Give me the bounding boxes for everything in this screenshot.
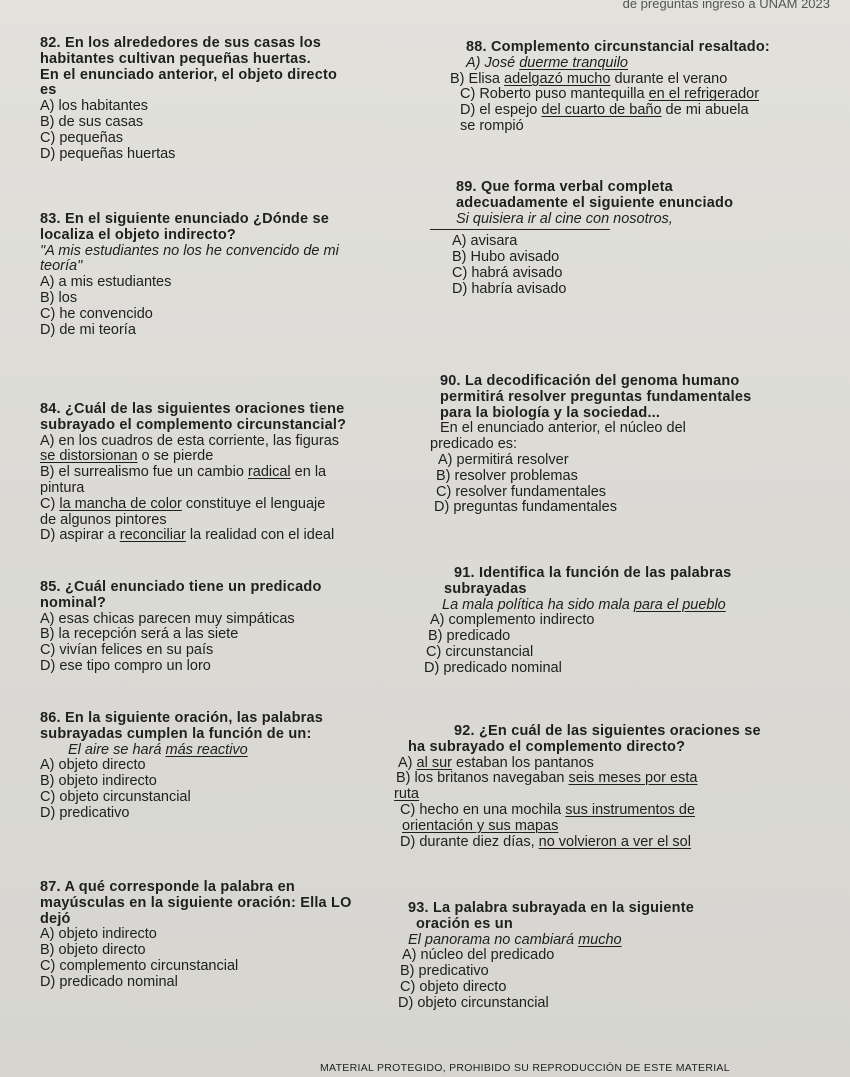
underlined-text: del cuarto de baño (541, 102, 662, 119)
option-b: B) los (40, 289, 78, 306)
option-d (40, 528, 410, 544)
option-d (460, 103, 840, 119)
question-sentence (408, 933, 840, 949)
question-86 (40, 711, 410, 822)
underlined-text: se distorsionan (40, 448, 138, 465)
option-b-cont (394, 787, 840, 803)
option-c (400, 803, 840, 819)
option-text: constituye el lenguaje (181, 495, 326, 512)
option-b: B) Hubo avisado (452, 249, 560, 266)
option-b: B) resolver problemas (436, 467, 578, 484)
sentence-text: El aire se hará (68, 741, 166, 758)
question-title: 82. En los alrededores de sus casas los (40, 35, 322, 51)
question-title: es (40, 82, 57, 99)
question-text: predicado es: (430, 436, 518, 453)
question-title: 89. Que forma verbal completa (456, 179, 673, 195)
question-title: 84. ¿Cuál de las siguientes oraciones tiene (40, 401, 345, 417)
option-d: D) pequeñas huertas (40, 145, 176, 162)
question-title: 93. La palabra subrayada en la siguiente (408, 900, 695, 916)
option-text: D) durante diez días, (400, 833, 539, 850)
underlined-text: no volvieron a ver el sol (538, 833, 691, 850)
question-93 (398, 900, 840, 1012)
question-title: localiza el objeto indirecto? (40, 226, 236, 243)
question-title: ha subrayado el complemento directo? (408, 738, 686, 755)
option-d: D) predicado nominal (40, 973, 178, 990)
option-a: A) a mis estudiantes (40, 274, 172, 291)
question-title: 87. A qué corresponde la palabra en (40, 879, 295, 895)
option-c-cont: de algunos pintores (40, 511, 167, 528)
question-title: mayúsculas en la siguiente oración: Ella LO (40, 894, 352, 911)
option-d: D) de mi teoría (40, 321, 136, 338)
question-title: subrayadas (444, 580, 527, 597)
question-title: 92. ¿En cuál de las siguientes oraciones se (454, 723, 761, 739)
answer-blank-line (430, 229, 610, 230)
question-title: habitantes cultivan pequeñas huertas. (40, 50, 311, 67)
question-title: 91. Identifica la función de las palabras (454, 565, 732, 581)
option-c: C) complemento circunstancial (40, 957, 239, 974)
question-title: oración es un (416, 915, 513, 932)
option-c: C) habrá avisado (452, 264, 563, 281)
option-c (460, 87, 840, 103)
option-text: B) el surrealismo fue un cambio (40, 464, 248, 481)
option-b: B) de sus casas (40, 113, 144, 130)
question-87 (40, 880, 410, 991)
underlined-text: en el refrigerador (648, 86, 760, 103)
option-c: C) circunstancial (426, 643, 534, 660)
option-a: A) complemento indirecto (430, 612, 595, 629)
option-a: A) los habitantes (40, 98, 149, 115)
question-88 (430, 40, 840, 135)
option-b (450, 72, 840, 88)
option-d: D) predicativo (40, 804, 130, 821)
question-83 (40, 212, 410, 338)
option-b: B) la recepción será a las siete (40, 626, 239, 643)
question-sentence (40, 743, 410, 759)
option-c: C) objeto circunstancial (40, 788, 191, 805)
option-text: la realidad con el ideal (185, 527, 335, 544)
option-text: en la (290, 464, 327, 481)
question-title: 85. ¿Cuál enunciado tiene un predicado (40, 579, 322, 595)
option-a: A) objeto directo (40, 757, 146, 774)
underlined-text: sus instrumentos de (565, 801, 696, 818)
option-a: A) permitirá resolver (438, 451, 569, 468)
option-text: B) Elisa (450, 70, 504, 87)
page-header: de preguntas ingreso a UNAM 2023 (622, 0, 830, 11)
question-91 (424, 565, 840, 677)
option-b-cont: pintura (40, 479, 85, 496)
question-84 (40, 402, 410, 544)
question-title: 90. La decodificación del genoma humano (440, 373, 740, 389)
question-title: subrayadas cumplen la función de un: (40, 725, 312, 742)
option-a: A) núcleo del predicado (402, 947, 555, 964)
option-b: B) predicativo (400, 963, 489, 980)
question-sentence (442, 598, 840, 614)
option-text: estaban los pantanos (452, 754, 594, 771)
option-c: C) objeto directo (400, 978, 507, 995)
question-title: En el enunciado anterior, el objeto directo (40, 66, 338, 83)
option-a: A) objeto indirecto (40, 926, 157, 943)
option-b: B) predicado (428, 628, 511, 645)
option-d-cont: se rompió (460, 117, 524, 134)
question-85 (40, 580, 410, 675)
option-c: C) vivían felices en su país (40, 642, 214, 659)
option-text: C) Roberto puso mantequilla (460, 86, 649, 103)
option-text: C) hecho en una mochila (400, 801, 566, 818)
underlined-text: mucho (578, 931, 622, 948)
question-title: dejó (40, 910, 71, 927)
underlined-text: la mancha de color (59, 495, 182, 512)
option-text: D) el espejo (460, 102, 542, 119)
option-text: de mi abuela (661, 102, 749, 119)
option-d: D) ese tipo compro un loro (40, 657, 211, 674)
option-a (466, 56, 840, 72)
option-text: A) José (466, 54, 520, 71)
underlined-text: adelgazó mucho (504, 70, 611, 87)
copyright-footer: MATERIAL PROTEGIDO, PROHIBIDO SU REPRODUCCIÓN DE ESTE MATERIAL (320, 1062, 730, 1074)
underlined-text: más reactivo (165, 741, 248, 758)
option-text: D) aspirar a (40, 527, 120, 544)
underlined-text: ruta (394, 786, 419, 803)
underlined-text: reconciliar (119, 527, 186, 544)
question-sentence: Si quisiera ir al cine con nosotros, (456, 210, 673, 227)
option-b (396, 771, 840, 787)
option-text: B) los britanos navegaban (396, 770, 569, 787)
question-title: subrayado el complemento circunstancial? (40, 416, 347, 433)
question-title: adecuadamente el siguiente enunciado (456, 194, 734, 211)
option-c: C) resolver fundamentales (436, 483, 607, 500)
option-text: A) (398, 754, 417, 771)
question-title: nominal? (40, 594, 107, 611)
question-sentence: "A mis estudiantes no los he convencido de mi (40, 242, 339, 259)
option-c (40, 497, 410, 513)
question-90 (430, 374, 840, 516)
option-c: C) pequeñas (40, 129, 124, 146)
option-b (40, 465, 410, 481)
question-89 (430, 180, 840, 298)
option-d (400, 835, 840, 851)
option-a (398, 756, 840, 772)
question-title: 83. En el siguiente enunciado ¿Dónde se (40, 211, 329, 227)
sentence-text: El panorama no cambiará (408, 931, 579, 948)
option-d: D) predicado nominal (424, 659, 562, 676)
underlined-text: seis meses por esta (568, 770, 698, 787)
question-title: para la biología y la sociedad... (440, 404, 661, 421)
sentence-text: La mala política ha sido mala (442, 596, 634, 613)
question-92 (394, 723, 840, 850)
option-text: C) (40, 495, 60, 512)
option-d: D) habría avisado (452, 280, 567, 297)
question-title: 88. Complemento circunstancial resaltado: (466, 39, 770, 55)
question-title: 86. En la siguiente oración, las palabras (40, 710, 323, 726)
underlined-text: radical (247, 464, 291, 481)
option-a: A) esas chicas parecen muy simpáticas (40, 610, 295, 627)
underlined-text: para el pueblo (633, 596, 726, 613)
option-a-cont (40, 449, 410, 465)
option-d: D) preguntas fundamentales (434, 499, 617, 516)
underlined-text: orientación y sus mapas (402, 817, 559, 834)
option-d: D) objeto circunstancial (398, 994, 549, 1011)
question-title: permitirá resolver preguntas fundamentales (440, 388, 752, 405)
option-text: durante el verano (610, 70, 728, 87)
option-b: B) objeto indirecto (40, 773, 157, 790)
option-text: o se pierde (137, 448, 214, 465)
option-c-cont (402, 819, 840, 835)
question-sentence: teoría" (40, 258, 83, 275)
underlined-text: al sur (416, 754, 452, 771)
option-a: A) avisara (452, 233, 518, 250)
option-b: B) objeto directo (40, 942, 146, 959)
question-82 (40, 36, 410, 162)
option-a: A) en los cuadros de esta corriente, las figuras (40, 432, 340, 449)
underlined-text: duerme tranquilo (519, 54, 629, 71)
question-text: En el enunciado anterior, el núcleo del (440, 420, 686, 437)
option-c: C) he convencido (40, 305, 153, 322)
